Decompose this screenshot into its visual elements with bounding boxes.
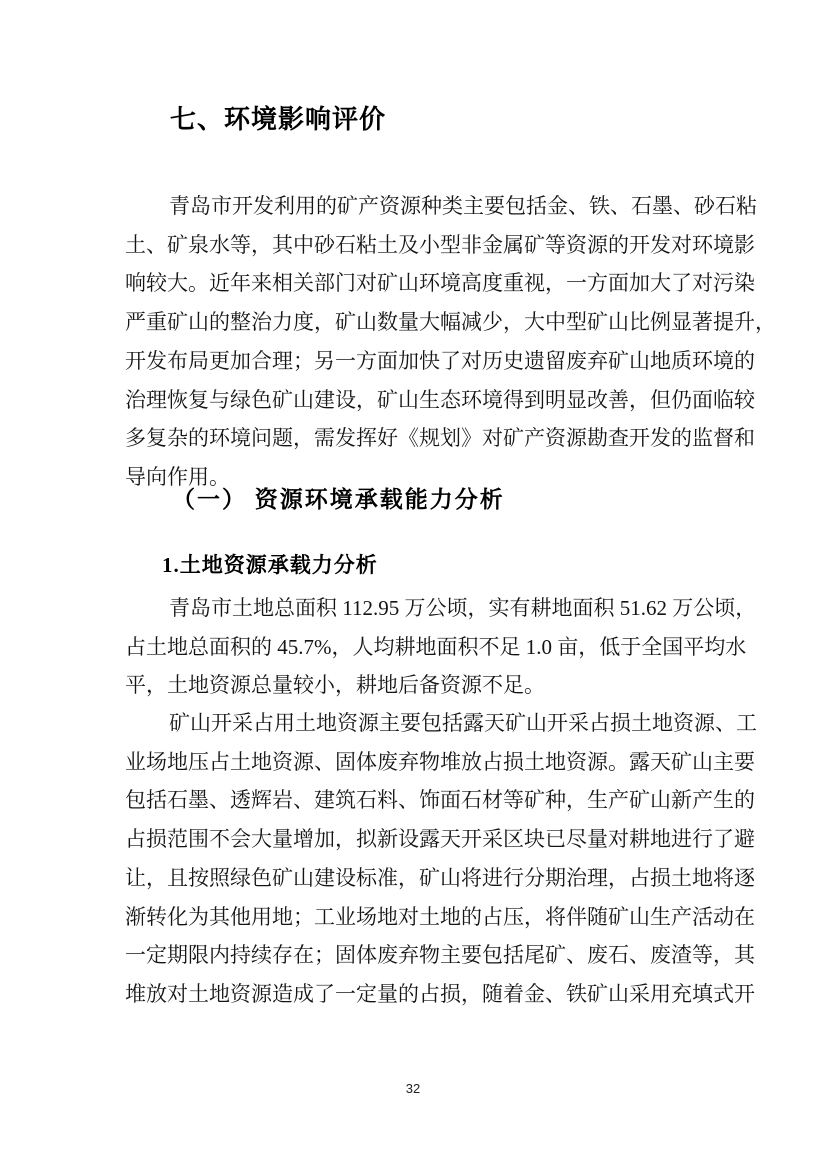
- section-heading: （一） 资源环境承载能力分析: [172, 487, 505, 512]
- text-line: 响较大。近年来相关部门对矿山环境高度重视，一方面加大了对污染: [125, 271, 755, 296]
- text-line: 治理恢复与绿色矿山建设，矿山生态环境得到明显改善，但仍面临较: [125, 387, 755, 412]
- text-line: 严重矿山的整治力度，矿山数量大幅减少，大中型矿山比例显著提升，: [125, 310, 776, 335]
- text-line: 导向作用。: [125, 464, 230, 489]
- mining-land-paragraph: [125, 704, 757, 1014]
- text-line: 包括石墨、透辉岩、建筑石料、饰面石材等矿种，生产矿山新产生的: [125, 788, 755, 813]
- land-resource-paragraph: [125, 589, 757, 705]
- subsection-heading: 1.土地资源承载力分析: [162, 553, 378, 577]
- text-line: 青岛市开发利用的矿产资源种类主要包括金、铁、石墨、砂石粘: [169, 194, 757, 218]
- intro-paragraph: [125, 187, 776, 497]
- text-line: 让，且按照绿色矿山建设标准，矿山将进行分期治理，占损土地将逐: [125, 865, 755, 890]
- text-line: 渐转化为其他用地；工业场地对土地的占压，将伴随矿山生产活动在: [125, 904, 755, 929]
- text-line: 土、矿泉水等，其中砂石粘土及小型非金属矿等资源的开发对环境影: [125, 232, 755, 257]
- page-number: 32: [405, 1081, 421, 1096]
- text-line: 平，土地资源总量较小，耕地后备资源不足。: [125, 673, 545, 698]
- text-line: 占土地总面积的 45.7%，人均耕地面积不足 1.0 亩，低于全国平均水: [125, 634, 747, 659]
- text-line: 一定期限内持续存在；固体废弃物主要包括尾矿、废石、废渣等，其: [125, 943, 755, 968]
- text-line: 多复杂的环境问题，需发挥好《规划》对矿产资源勘查开发的监督和: [125, 426, 755, 451]
- text-line: 矿山开采占用土地资源主要包括露天矿山开采占损土地资源、工: [169, 711, 757, 735]
- text-line: 占损范围不会大量增加，拟新设露天开采区块已尽量对耕地进行了避: [125, 827, 755, 852]
- text-line: 堆放对土地资源造成了一定量的占损，随着金、铁矿山采用充填式开: [125, 981, 755, 1006]
- text-line: 青岛市土地总面积 112.95 万公顷，实有耕地面积 51.62 万公顷，: [169, 596, 757, 620]
- text-line: 开发布局更加合理；另一方面加快了对历史遗留废弃矿山地质环境的: [125, 348, 755, 373]
- chapter-title: 七、环境影响评价: [170, 104, 387, 134]
- text-line: 业场地压占土地资源、固体废弃物堆放占损土地资源。露天矿山主要: [125, 749, 755, 774]
